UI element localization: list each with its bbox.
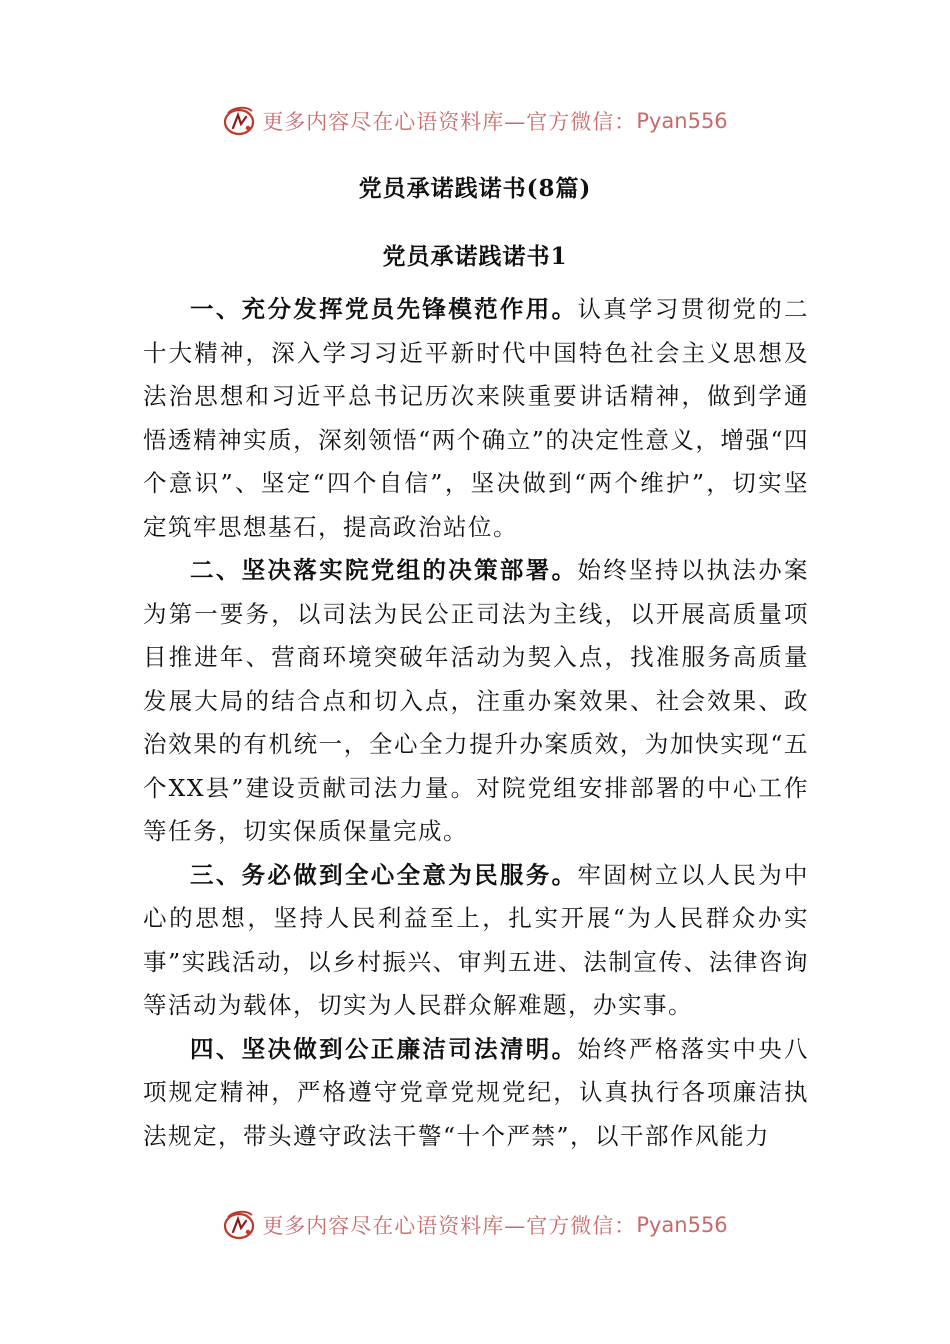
watermark-logo-icon <box>222 1208 256 1242</box>
paragraph-4-text: 始终严格落实中央八项规定精神，严格遵守党章党规党纪，认真执行各项廉洁执法规定，带头遵守政法干警“十个严禁”，以干部作风能力 <box>143 1034 810 1150</box>
paragraph-3-heading: 三、务必做到全心全意为民服务。 <box>190 860 578 889</box>
paragraph-4 <box>143 1028 809 1159</box>
watermark-wechat-id: Pyan556 <box>636 1213 728 1237</box>
paragraph-2-text: 始终坚持以执法办案为第一要务，以司法为民公正司法为主线，以开展高质量项目推进年、营商环境突破年活动为契入点，找准服务高质量发展大局的结合点和切入点，注重办案效果、社会效果、政治效果的有机统一，全心全力提升办案质效，为加快实现“五个XX县”建设贡献司法力量。对院党组安排部署的中心工作等任务，切实保质保量完成。 <box>143 556 810 845</box>
watermark-banner-top <box>0 101 950 141</box>
paragraph-4-heading: 四、坚决做到公正廉洁司法清明。 <box>190 1034 578 1063</box>
paragraph-2 <box>143 549 809 854</box>
paragraph-3 <box>143 854 809 1028</box>
paragraph-1-heading: 一、充分发挥党员先锋模范作用。 <box>190 295 578 323</box>
paragraph-1-text: 认真学习贯彻党的二十大精神，深入学习习近平新时代中国特色社会主义思想及法治思想和习近平总书记历次来陕重要讲话精神，做到学通悟透精神实质，深刻领悟“两个确立”的决定性意义，增强“四个意识”、坚定“四个自信”，坚决做到“两个维护”，切实坚定筑牢思想基石，提高政治站位。 <box>143 295 810 541</box>
watermark-wechat-id: Pyan556 <box>636 109 728 133</box>
document-title: 党员承诺践诺书(8篇) <box>358 175 592 202</box>
document-body <box>143 288 809 1158</box>
watermark-text: 更多内容尽在心语资料库—官方微信： <box>262 110 637 134</box>
paragraph-3-text: 牢固树立以人民为中心的思想，坚持人民利益至上，扎实开展“为人民群众办实事”实践活动，以乡村振兴、审判五进、法制宣传、法律咨询等活动为载体，切实为人民群众解难题，办实事。 <box>143 860 810 1019</box>
paragraph-1 <box>143 288 809 549</box>
watermark-banner-bottom <box>0 1205 950 1245</box>
paragraph-2-heading: 二、坚决落实院党组的决策部署。 <box>190 556 578 584</box>
document-subtitle: 党员承诺践诺书1 <box>382 243 568 270</box>
watermark-logo-icon <box>222 104 256 138</box>
watermark-text: 更多内容尽在心语资料库—官方微信： <box>262 1214 637 1238</box>
